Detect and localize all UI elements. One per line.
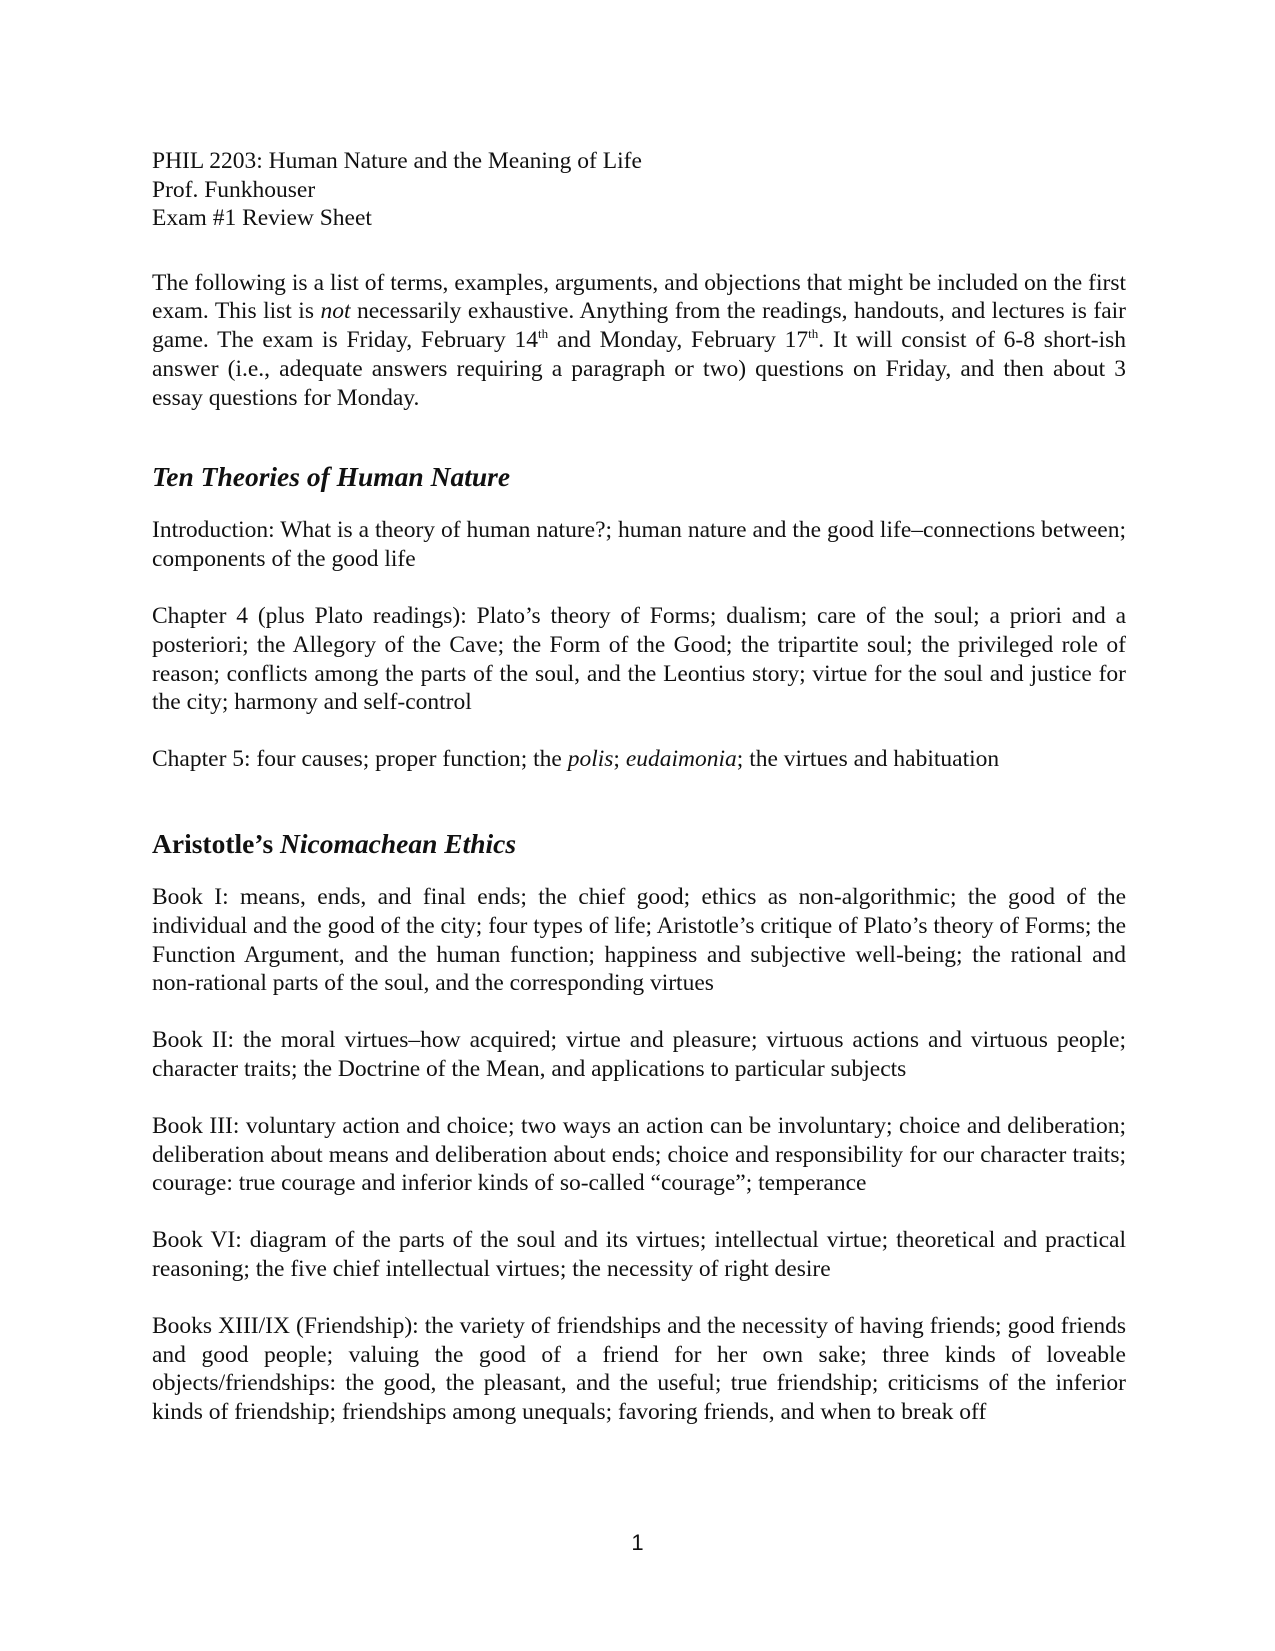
paragraph-chapter-5	[152, 745, 1126, 774]
document-title: Exam #1 Review Sheet	[152, 205, 372, 231]
intro-superscript-2: th	[808, 326, 819, 342]
paragraph-chapter-4: Chapter 4 (plus Plato readings): Plato’s theory of Forms; dualism; care of the soul; a priori and a posteriori; the Allegory of the Cave; the Form of the Good; the tripartite soul; the privileged role of reason; conflicts among the parts of the soul, and the Leontius story; virtue for the soul and justice for the city; harmony and self-control	[152, 603, 1126, 716]
aristotle-heading-italic: Nicomachean Ethics	[280, 828, 517, 860]
paragraph-book-6: Book VI: diagram of the parts of the soul and its virtues; intellectual virtue; theoretical and practical reasoning; the five chief intellectual virtues; the necessity of right desire	[152, 1227, 1126, 1283]
intro-text-2: necessarily exhaustive. Anything from the readings, handouts, and lectures is fair game. The exam is Friday, February 14	[152, 298, 1127, 354]
professor-name: Prof. Funkhouser	[152, 176, 316, 203]
intro-superscript-1: th	[538, 326, 549, 342]
chapter-5-text-3: ; the virtues and habituation	[736, 746, 1000, 773]
document-header	[152, 147, 1126, 233]
section-heading-aristotle	[152, 827, 1126, 861]
page-content	[152, 147, 1126, 1427]
course-title: PHIL 2203: Human Nature and the Meaning of Life	[152, 148, 642, 174]
intro-paragraph	[152, 269, 1126, 413]
paragraph-book-3: Book III: voluntary action and choice; two ways an action can be involuntary; choice and deliberation; deliberation about means and deliberation about ends; choice and responsibility for our character traits; courage: true courage and inferior kinds of so-called “courage”; temperance	[152, 1112, 1126, 1197]
aristotle-heading-plain: Aristotle’s	[152, 828, 281, 860]
paragraph-introduction: Introduction: What is a theory of human nature?; human nature and the good life–connections between; components of the good life	[152, 517, 1126, 573]
chapter-5-emphasis-polis: polis	[567, 746, 614, 773]
intro-text-3: and Monday, February 17	[548, 327, 809, 354]
section-heading-theories: Ten Theories of Human Nature	[152, 461, 511, 493]
intro-text-1: The following is a list of terms, examples, arguments, and objections that might be included on the first exam. This list is	[152, 269, 1126, 325]
intro-text-4: . It will consist of 6-8 short-ish answer (i.e., adequate answers requiring a paragraph or two) questions on Friday, and then about 3 essay questions for Monday.	[152, 327, 1127, 411]
chapter-5-text-1: Chapter 5: four causes; proper function; the	[152, 746, 568, 773]
paragraph-book-2: Book II: the moral virtues–how acquired; virtue and pleasure; virtuous actions and virtuous people; character traits; the Doctrine of the Mean, and applications to particular subjects	[152, 1027, 1126, 1083]
chapter-5-text-2: ;	[613, 746, 626, 773]
paragraph-book-1: Book I: means, ends, and final ends; the chief good; ethics as non-algorithmic; the good of the individual and the good of the city; four types of life; Aristotle’s critique of Plato’s theory of Forms; the Function Argument, and the human function; happiness and subjective well-being; the rational and non-rational parts of the soul, and the corresponding virtues	[152, 884, 1126, 997]
page-number: 1	[631, 1530, 644, 1555]
intro-emphasis: not	[320, 298, 351, 325]
paragraph-books-8-9: Books XIII/IX (Friendship): the variety of friendships and the necessity of having friends; good friends and good people; valuing the good of a friend for her own sake; three kinds of loveable objects/friendships: the good, the pleasant, and the useful; true friendship; criticisms of the inferior kinds of friendship; friendships among unequals; favoring friends, and when to break off	[152, 1312, 1126, 1426]
chapter-5-emphasis-eudaimonia: eudaimonia	[625, 746, 737, 773]
